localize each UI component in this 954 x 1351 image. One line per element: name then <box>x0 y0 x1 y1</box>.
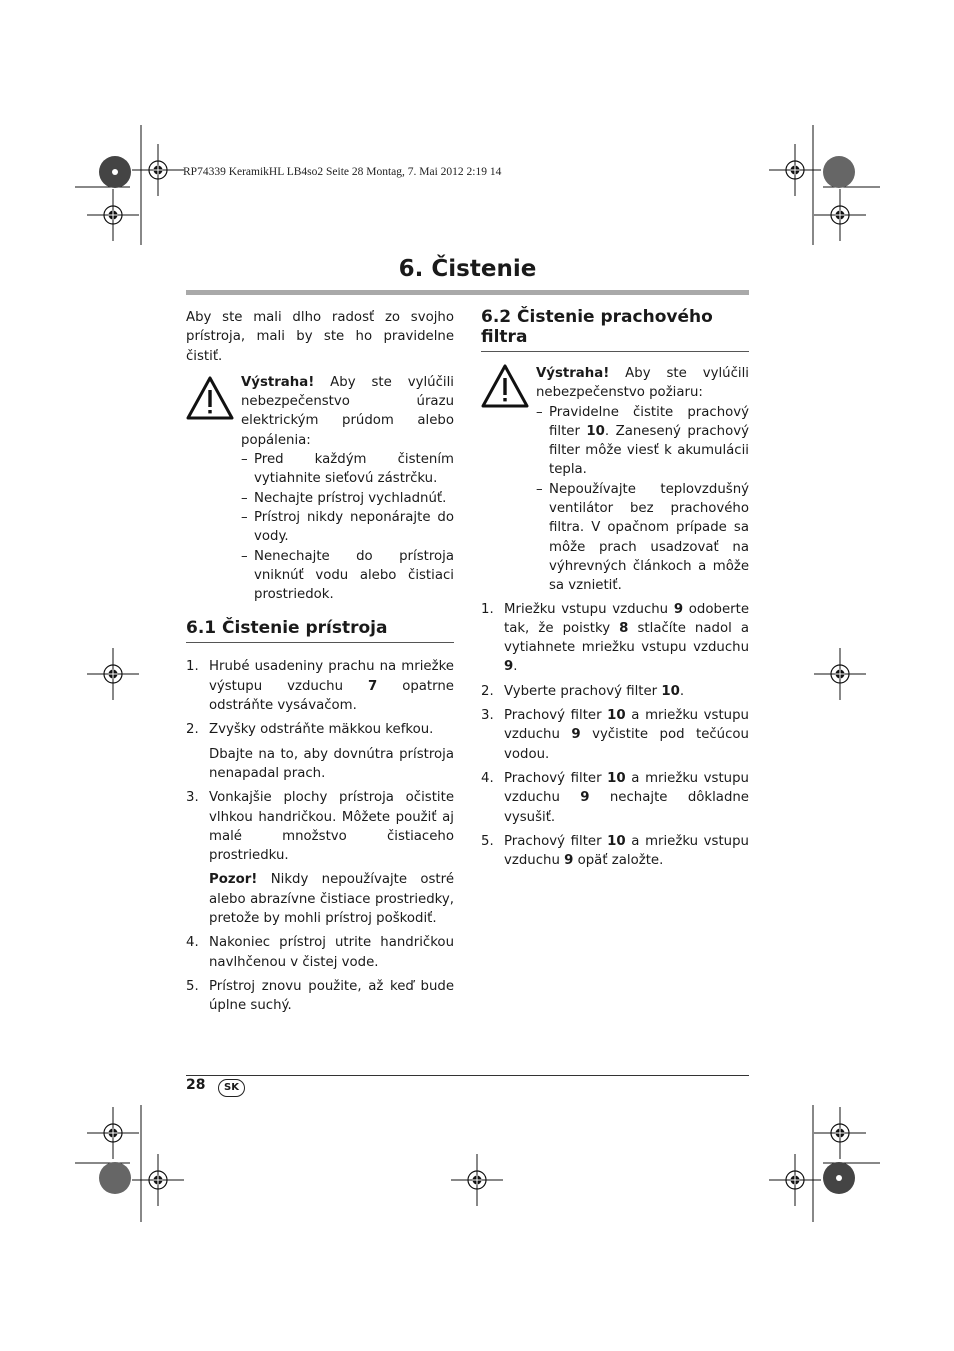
warning-item: – Nenechajte do prístroja vniknúť vodu alebo čistiaci prostriedok. <box>241 547 454 605</box>
warning-item: – Prístroj nikdy neponárajte do vody. <box>241 508 454 547</box>
starburst-icon <box>823 1162 855 1194</box>
section-heading: 6.1 Čistenie prístroja <box>186 618 454 643</box>
list-item: 5. Prístroj znovu použite, až keď bude úplne suchý. <box>186 978 454 1014</box>
list-item: 1. Mriežku vstupu vzduchu 9 odoberte tak, že poistky 8 stlačíte nadol a vytiahnete mriežku vstupu vzduchu 9. <box>481 601 749 675</box>
starburst-icon <box>99 1162 131 1194</box>
registration-mark-icon <box>132 144 184 196</box>
list-item: 3. Vonkajšie plochy prístroja očistite vlhkou handričkou. Môžete použiť aj malé množstvo čistiaceho prostriedku. <box>186 790 454 864</box>
list-item: 4. Prachový filter 10 a mriežku vstupu vzduchu 9 nechajte dôkladne vysušiť. <box>481 770 749 825</box>
warning-text: Aby ste vylúčili nebezpečenstvo úrazu elektrickým prúdom alebo popálenia: <box>241 374 454 448</box>
registration-mark-icon <box>814 189 866 241</box>
warning-label: Výstraha! <box>536 366 610 381</box>
page-number: 28 <box>186 1077 206 1093</box>
registration-mark-icon <box>451 1154 503 1206</box>
warning-item: – Nepoužívajte teplovzdušný ventilátor bez prachového filtra. V opačnom prípade sa môže prach usadzovať na výhrevných článkoch a môže sa vznietiť. <box>536 480 749 596</box>
registration-mark-icon <box>87 189 139 241</box>
warning-text: Aby ste vylúčili nebezpečenstvo požiaru: <box>536 366 749 401</box>
language-badge: SK <box>218 1079 245 1097</box>
footer-rule <box>186 1075 749 1076</box>
left-column <box>186 308 454 1016</box>
starburst-icon <box>99 156 131 188</box>
warning-triangle-icon <box>481 364 529 408</box>
starburst-icon <box>823 156 855 188</box>
title-rule <box>186 290 749 295</box>
list-item: 5. Prachový filter 10 a mriežku vstupu vzduchu 9 opäť založte. <box>481 833 749 869</box>
registration-mark-icon <box>814 1107 866 1159</box>
list-item: 3. Prachový filter 10 a mriežku vstupu vzduchu 9 vyčistite pod tečúcou vodou. <box>481 708 749 762</box>
warning-block <box>481 364 749 596</box>
registration-mark-icon <box>814 648 866 700</box>
page-title: 6. Čistenie <box>398 256 537 282</box>
registration-mark-icon <box>87 648 139 700</box>
warning-item: – Pred každým čistením vytiahnite sieťovú zástrčku. <box>241 450 454 489</box>
print-header: RP74339 KeramikHL LB4so2 Seite 28 Montag, 7. Mai 2012 2:19 14 <box>183 166 502 178</box>
list-item: 2. Zvyšky odstráňte mäkkou kefkou. <box>186 722 434 738</box>
registration-mark-icon <box>87 1107 139 1159</box>
warning-label: Výstraha! <box>241 374 315 390</box>
warning-block <box>186 373 454 605</box>
section-heading: 6.2 Čistenie prachového filtra <box>481 307 749 352</box>
intro-text: Aby ste mali dlho radosť zo svojho prístroja, mali by ste ho pravidelne čistiť. <box>186 310 454 364</box>
list-item: 1. Hrubé usadeniny prachu na mriežke výstupu vzduchu 7 opatrne odstráňte vysávačom. <box>186 659 454 714</box>
step-note: Dbajte na to, aby dovnútra prístroja nenapadal prach. <box>209 746 454 781</box>
warning-item: – Nechajte prístroj vychladnúť. <box>241 489 454 508</box>
right-column <box>481 307 749 870</box>
warning-triangle-icon <box>186 376 234 420</box>
warning-item: – Pravidelne čistite prachový filter 10. Zanesený prachový filter môže viesť k akumulácii tepla. <box>536 403 749 480</box>
list-item: 4. Nakoniec prístroj utrite handričkou navlhčenou v čistej vode. <box>186 935 454 970</box>
registration-mark-icon <box>132 1154 184 1206</box>
list-item: 2. Vyberte prachový filter 10. <box>481 683 685 699</box>
caution-note: Pozor! Nikdy nepoužívajte ostré alebo abrazívne čistiace prostriedky, pretože by mohli prístroj poškodiť. <box>209 872 454 927</box>
